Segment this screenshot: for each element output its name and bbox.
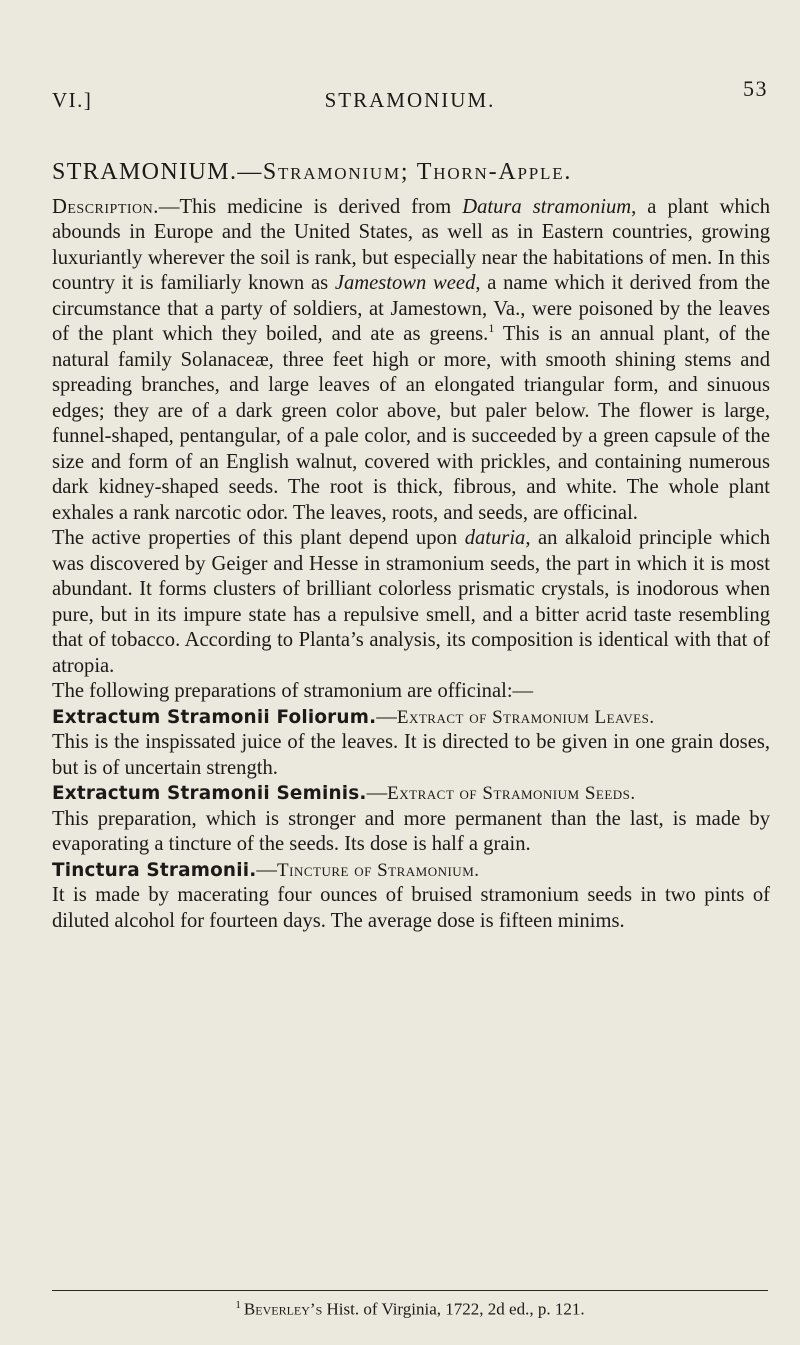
running-title: STRAMONIUM. [324,88,496,112]
title-separator: — [237,159,263,185]
preparation-dash: — [256,858,278,881]
title-main: STRAMONIUM. [52,159,238,185]
active-text-1: The active properties of this plant depend upon [52,527,465,549]
running-header [52,76,768,114]
preparation-english: Extract of Stramonium Leaves. [396,706,655,728]
section-title [52,160,770,186]
description-lead: Description. [52,195,159,218]
footnote-mark: 1 [235,1299,241,1311]
footnote-divider [52,1290,768,1291]
footnote-reference: 1 [488,321,495,336]
chapter-label: VI.] [52,88,93,112]
description-paragraph [52,195,770,527]
title-latin: Stramonium; [262,159,410,185]
preparation-dash: — [366,782,388,804]
active-text-2: , an alkaloid principle which was discovered by Geiger and Hesse in stramonium seeds, the part in which it is most abundant. It forms clusters of brilliant colorless prismatic crystals, is inodorous when pure, but in its impure state has a repulsive smell, and a bitter acrid taste resembling that of tobacco. According to Planta’s analysis, its composition is identical with that of atropia. [52,527,770,677]
page-body [52,160,770,934]
footnote-author: Beverley’s [243,1299,323,1319]
preparation-english: Extract of Stramonium Seeds. [387,783,636,804]
preparation-text: This preparation, which is stronger and more permanent than the last, is made by evaporating a tincture of the seeds. Its dose is half a grain. [52,807,770,855]
description-dash: — [158,195,180,218]
preparations-intro: The following preparations of stramonium are officinal:— [52,680,534,702]
active-italic-alkaloid: daturia [464,527,526,549]
active-properties-paragraph [52,526,770,679]
preparation-name: Extractum Stramonii Seminis. [52,783,367,804]
description-text-4: This is an annual plant, of the natural family Solanaceæ, three feet high or more, with smooth shining stems and spreading branches, and large leaves of an elongated triangular form, and sinuous edges; they are of a dark green color above, but paler below. The flower is large, funnel-shaped, pentangular, of a pale color, and is succeeded by a green capsule of the size and form of an English walnut, covered with prickles, and containing numerous dark kidney-shaped seeds. The root is thick, fibrous, and white. The whole plant exhales a rank narcotic odor. The leaves, roots, and seeds, are officinal. [52,323,770,524]
description-text-2: , a plant which abounds in Europe and the United States, as well as in Eastern countries, growing luxuriantly wherever the soil is rank, but especially near the habitations of men. In this country it is familiarly known as [52,195,770,294]
preparation-heading [52,705,770,731]
footnote-text: Hist. of Virginia, 1722, 2d ed., p. 121. [322,1299,585,1319]
preparation-name: Extractum Stramonii Foliorum. [52,706,377,728]
preparation-english: Tincture of Stramonium. [277,859,480,881]
description-italic-common-name: Jamestown weed [334,272,476,294]
preparation-heading [52,781,770,807]
description-italic-species: Datura stramonium [462,195,632,218]
preparation-heading [52,858,770,884]
description-text-1: This medicine is derived from [179,195,463,218]
description-text-3: , a name which it derived from the circumstance that a party of soldiers, at Jamestown, Va., were poisoned by the leaves of the plant which they boiled, and ate as greens. [52,272,771,345]
preparation-dash: — [376,705,397,728]
preparation-text: It is made by macerating four ounces of bruised stramonium seeds in two pints of diluted alcohol for fourteen days. The average dose is fifteen minims. [52,884,770,932]
footnote [52,1299,768,1320]
title-common: Thorn-Apple. [416,159,573,185]
preparation-text: This is the inspissated juice of the leaves. It is directed to be given in one grain doses, but is of uncertain strength. [52,731,770,779]
page-number: 53 [743,76,768,101]
preparation-name: Tinctura Stramonii. [52,859,257,881]
